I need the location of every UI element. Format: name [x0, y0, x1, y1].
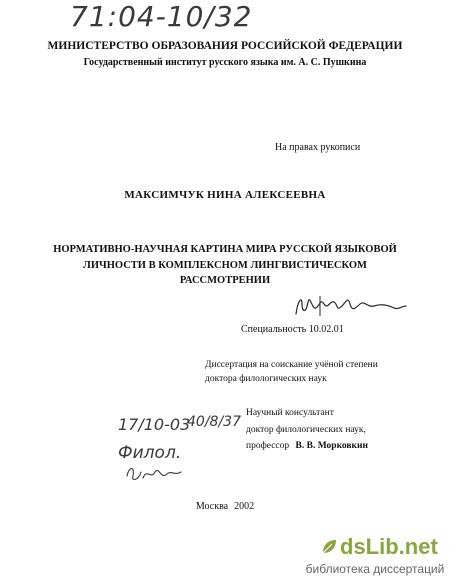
- author-signature: [290, 290, 410, 324]
- consultant-rank: профессор: [246, 441, 290, 451]
- degree-statement: [205, 358, 378, 386]
- specialty-code: Специальность 10.02.01: [241, 324, 344, 335]
- degree-line: доктора филологических наук: [205, 374, 327, 384]
- institute-heading: Государственный институт русского языка им. А. С. Пушкина: [83, 57, 367, 68]
- ministry-heading: МИНИСТЕРСТВО ОБРАЗОВАНИЯ РОССИЙСКОЙ ФЕДЕРАЦИИ: [47, 40, 403, 52]
- date-stamp-handwritten: 17/10-03: [118, 415, 191, 434]
- leaf-icon: [320, 538, 338, 556]
- library-logo: dsLib.net: [340, 534, 438, 559]
- title-line: НОРМАТИВНО-НАУЧНАЯ КАРТИНА МИРА РУССКОЙ ЯЗЫКОВОЙ: [53, 244, 397, 255]
- library-watermark: [300, 530, 450, 582]
- author-name: МАКСИМЧУК НИНА АЛЕКСЕЕВНА: [124, 189, 326, 201]
- library-subtitle: библиотека диссертаций: [305, 562, 445, 576]
- title-line: РАССМОТРЕНИИ: [179, 275, 271, 286]
- city-year: [0, 501, 450, 512]
- number-stamp-handwritten: 40/8/37: [187, 414, 241, 430]
- consultant-name-line: [246, 438, 368, 455]
- consultant-name: В. В. Морковкин: [295, 441, 368, 451]
- year: 2002: [234, 501, 255, 512]
- title-line: ЛИЧНОСТИ В КОМПЛЕКСНОМ ЛИНГВИСТИЧЕСКОМ: [83, 259, 367, 271]
- dissertation-title: [40, 242, 410, 289]
- logo-row: [320, 534, 438, 560]
- city-name: Москва: [195, 501, 229, 512]
- archive-code-handwritten: 71:04-10/32: [70, 0, 253, 33]
- consultant-degree: доктор филологических наук,: [246, 424, 366, 435]
- scientific-consultant: [246, 405, 368, 455]
- manuscript-rights-note: На правах рукописи: [275, 142, 361, 153]
- handwritten-initials: [125, 462, 185, 484]
- degree-line: Диссертация на соискание учёной степени: [205, 360, 378, 370]
- field-stamp-handwritten: Филол.: [118, 443, 182, 463]
- consultant-label: Научный консультант: [246, 408, 334, 418]
